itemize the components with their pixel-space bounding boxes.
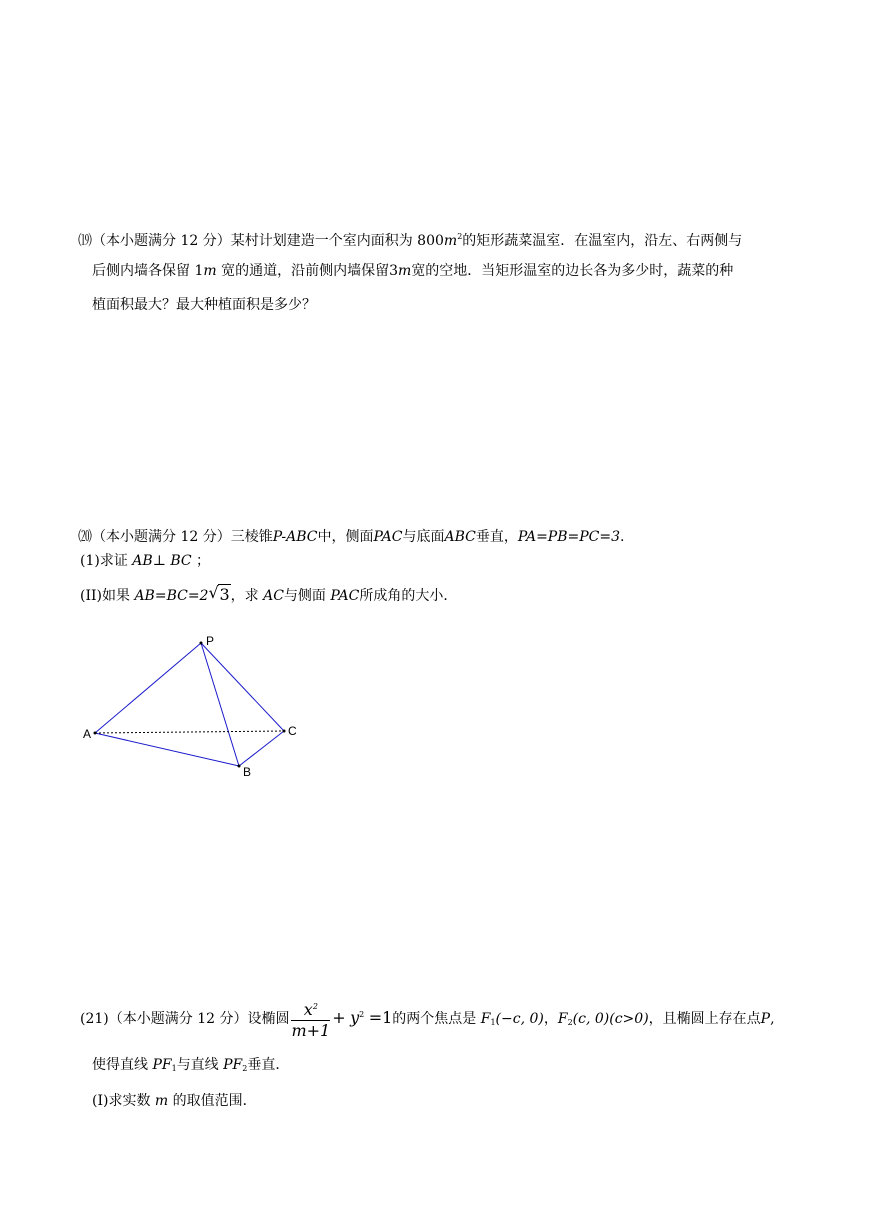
q21-line2-text-a: 使得直线 — [92, 1057, 148, 1073]
q20-base: ABC — [444, 529, 476, 545]
q20-part1-perp: ⊥ — [152, 553, 166, 569]
label-b: B — [243, 765, 252, 779]
vertex-c — [283, 730, 286, 733]
q20-part2-equality: AB=BC=2 — [134, 588, 209, 604]
q19-text-3: 后侧内墙各保留 — [92, 263, 190, 279]
pyramid-edges — [95, 643, 284, 766]
vertex-a — [94, 732, 97, 735]
q21-pf2-sub: 2 — [242, 1064, 248, 1073]
q21-fraction-denominator: m+1 — [291, 1021, 331, 1040]
edge-bc — [239, 731, 284, 766]
q21-text-3: ，且椭圆上存在点 — [648, 1011, 761, 1027]
q21-y-exp: 2 — [359, 1010, 365, 1019]
q21-numerator-exp: 2 — [312, 1002, 318, 1011]
q19-score: （本小题满分 12 分） — [92, 233, 231, 249]
q21-comma: ， — [543, 1011, 558, 1027]
vertex-p — [200, 642, 203, 645]
q20-part1-bc: BC — [170, 553, 192, 569]
q20-text-2: 中，侧面 — [317, 529, 374, 545]
q21-f2-coords: (c, 0) — [572, 1011, 610, 1027]
q21-part1-label: (I)求实数 — [92, 1093, 151, 1109]
q20-part2-radicand: 3 — [219, 585, 230, 604]
vertex-b — [238, 765, 241, 768]
q19-text-6: 植面积最大？最大种植面积是多少？ — [92, 297, 316, 313]
q21-f2: F — [557, 1011, 568, 1027]
edge-ab — [95, 733, 239, 766]
q21-part-1 — [92, 1092, 257, 1110]
q21-pf2: PF — [223, 1057, 243, 1073]
q21-part1-text: 的取值范围． — [172, 1093, 257, 1109]
q19-line-2 — [92, 262, 733, 280]
q19-text-5: 宽的空地．当矩形温室的边长各为多少时，蔬菜的种 — [411, 263, 734, 279]
q19-width2-value: 3 — [389, 263, 399, 279]
q20-part1-end: ； — [196, 553, 211, 569]
edge-pb — [201, 643, 239, 766]
q20-part-1 — [80, 552, 210, 570]
q21-text-1: 设椭圆 — [247, 1011, 290, 1027]
q21-line2-text-c: 垂直． — [247, 1057, 290, 1073]
q19-width1-value: 1 — [194, 263, 204, 279]
q21-f2-sub: 2 — [567, 1018, 573, 1027]
edge-ac-hidden — [95, 731, 284, 733]
q19-text-4: 宽的通道，沿前侧内墙保留 — [221, 263, 390, 279]
q21-f1: F — [480, 1011, 491, 1027]
q20-text-4-end: . — [620, 529, 625, 545]
q20-score: （本小题满分 12 分） — [92, 529, 231, 545]
q21-condition: (c>0) — [609, 1011, 649, 1027]
q21-y: y — [350, 1008, 360, 1027]
q19-text-1: 某村计划建造一个室内面积为 — [230, 233, 413, 249]
q19-area-exp: 2 — [457, 232, 463, 241]
q20-equality: PA=PB=PC=3 — [517, 529, 621, 545]
q20-text-4: 垂直， — [475, 529, 518, 545]
q20-part2-sqrt — [208, 586, 230, 605]
q20-pyramid: P-ABC — [272, 529, 318, 545]
pyramid-figure — [80, 630, 310, 785]
edge-pa — [95, 643, 201, 733]
q19-area-unit: m — [443, 233, 458, 249]
q20-line-1 — [78, 528, 624, 546]
edge-pc — [201, 643, 284, 731]
q19-width1-unit: m — [203, 263, 217, 279]
q19-number: ⒆ — [78, 233, 92, 249]
q21-part1-var: m — [154, 1093, 169, 1109]
q21-number: (21) — [80, 1011, 109, 1027]
q19-line-3 — [92, 296, 316, 314]
q20-part2-text-2: 与侧面 — [283, 588, 326, 604]
label-p: P — [206, 634, 215, 648]
q21-line2-text-b: 与直线 — [176, 1057, 219, 1073]
q21-pf1-sub: 1 — [171, 1064, 177, 1073]
q19-text-2: 的矩形蔬菜温室．在温室内，沿左、右两侧与 — [462, 233, 743, 249]
q21-point-p: P — [760, 1011, 771, 1027]
q21-line-1 — [80, 992, 775, 1046]
q21-f1-sub: 1 — [490, 1018, 496, 1027]
q20-text-3: 与底面 — [402, 529, 445, 545]
q20-part1-ab: AB — [132, 553, 153, 569]
q20-number: ⒇ — [78, 529, 92, 545]
q20-part1-label: (1)求证 — [80, 553, 128, 569]
q20-part2-text-1: ，求 — [230, 588, 259, 604]
q20-part-2 — [80, 586, 457, 605]
q21-eq-one: =1 — [368, 1008, 393, 1027]
q21-score: （本小题满分 12 分） — [108, 1011, 248, 1027]
q21-text-3-end: , — [770, 1011, 775, 1027]
q21-plus: + — [332, 1008, 346, 1027]
q21-fraction — [291, 997, 330, 1041]
q19-area-value: 800 — [417, 233, 444, 249]
q20-part2-face: PAC — [330, 588, 360, 604]
q21-line-2 — [92, 1056, 289, 1078]
q20-text-1: 三棱锥 — [230, 529, 273, 545]
q21-fraction-numerator: $x^2$ — [291, 997, 330, 1021]
label-a: A — [83, 727, 92, 741]
q20-part2-text-3: 所成角的大小． — [359, 588, 458, 604]
q21-pf1: PF — [152, 1057, 172, 1073]
q19-width2-unit: m — [398, 263, 412, 279]
q20-face: PAC — [373, 529, 403, 545]
q21-text-2: 的两个焦点是 — [392, 1011, 477, 1027]
q19-line-1 — [78, 228, 742, 250]
q21-f1-coords: (−c, 0) — [495, 1011, 544, 1027]
q20-part2-label: (II)如果 — [80, 588, 130, 604]
label-c: C — [288, 724, 297, 738]
q20-part2-ac: AC — [263, 588, 284, 604]
